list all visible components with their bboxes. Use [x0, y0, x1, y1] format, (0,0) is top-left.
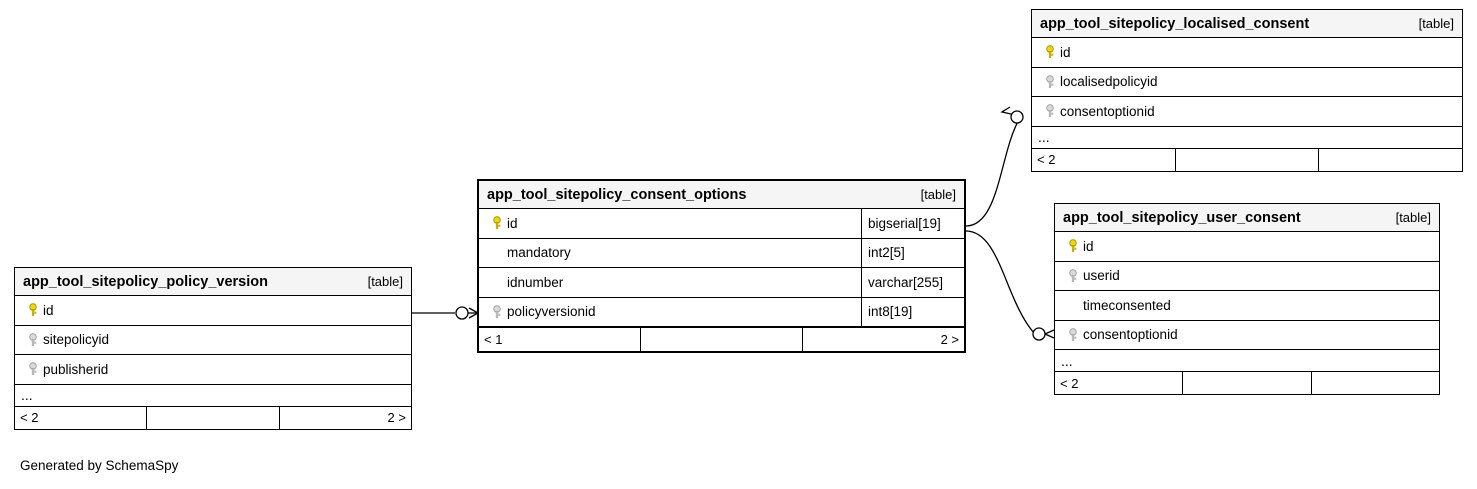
column-cell [15, 362, 411, 377]
column-name: consentoptionid [1060, 103, 1155, 119]
column-cell [1032, 45, 1462, 60]
table-app_tool_sitepolicy_consent_options[interactable] [477, 179, 966, 353]
primary-key-icon [1040, 45, 1060, 59]
column-name: idnumber [507, 274, 564, 290]
footer-children-count: 2 > [940, 332, 959, 347]
column-cell [1055, 327, 1439, 342]
table-row[interactable] [15, 296, 411, 326]
generated-by-label: Generated by SchemaSpy [20, 458, 179, 473]
column-name: mandatory [507, 245, 571, 261]
table-footer [1032, 149, 1462, 171]
column-cell [479, 275, 861, 290]
table-title: app_tool_sitepolicy_consent_options [487, 186, 747, 203]
column-name: consentoptionid [1083, 327, 1178, 343]
table-row[interactable] [1032, 97, 1462, 127]
column-type: int8[19] [861, 298, 964, 327]
table-footer [1055, 372, 1439, 394]
primary-key-icon [487, 216, 507, 230]
more-columns-indicator: ... [15, 385, 411, 407]
foreign-key-icon [487, 305, 507, 319]
column-name: timeconsented [1083, 297, 1171, 313]
column-type: varchar[255] [861, 268, 964, 297]
table-title: app_tool_sitepolicy_policy_version [23, 273, 268, 290]
footer-middle [146, 407, 279, 429]
footer-middle [1175, 149, 1320, 171]
column-cell [479, 304, 861, 319]
table-type-tag: [table] [1395, 210, 1431, 225]
table-type-tag: [table] [367, 274, 403, 289]
foreign-key-icon [1063, 269, 1083, 283]
column-type: bigserial[19] [861, 209, 964, 238]
footer-children-count [1312, 372, 1439, 394]
table-row[interactable] [1055, 232, 1439, 262]
footer-parents-count: < 1 [484, 332, 503, 347]
table-type-tag: [table] [920, 187, 956, 202]
table-title: app_tool_sitepolicy_localised_consent [1040, 15, 1310, 32]
column-name: id [1083, 238, 1094, 254]
footer-children-count: 2 > [387, 410, 406, 425]
table-row[interactable] [479, 298, 964, 328]
column-name: localisedpolicyid [1060, 74, 1158, 90]
table-header [1032, 10, 1462, 38]
column-cell [1032, 74, 1462, 89]
column-cell [15, 303, 411, 318]
column-cell [1055, 268, 1439, 283]
column-name: publisherid [43, 361, 109, 377]
table-row[interactable] [1055, 291, 1439, 321]
table-header [479, 181, 964, 209]
footer-children-count [1319, 149, 1462, 171]
table-row[interactable] [479, 268, 964, 298]
column-name: policyversionid [507, 304, 596, 320]
table-title: app_tool_sitepolicy_user_consent [1063, 209, 1301, 226]
footer-middle [640, 328, 803, 351]
table-row[interactable] [1055, 262, 1439, 292]
more-columns-indicator: ... [1055, 350, 1439, 372]
table-header [1055, 204, 1439, 232]
table-footer [479, 327, 964, 351]
table-footer [15, 407, 411, 429]
table-row[interactable] [479, 239, 964, 269]
table-row[interactable] [1032, 38, 1462, 68]
table-type-tag: [table] [1418, 16, 1454, 31]
foreign-key-icon [23, 362, 43, 376]
primary-key-icon [1063, 239, 1083, 253]
column-cell [1055, 298, 1439, 313]
column-cell [479, 216, 861, 231]
table-app_tool_sitepolicy_user_consent[interactable] [1054, 203, 1440, 395]
table-row[interactable] [1055, 321, 1439, 351]
foreign-key-icon [1063, 328, 1083, 342]
column-type: int2[5] [861, 239, 964, 268]
column-name: userid [1083, 268, 1120, 284]
column-cell [15, 332, 411, 347]
table-row[interactable] [479, 209, 964, 239]
footer-parents-count: < 2 [20, 410, 39, 425]
table-app_tool_sitepolicy_localised_consent[interactable] [1031, 9, 1463, 172]
table-header [15, 268, 411, 296]
column-cell [1055, 239, 1439, 254]
table-row[interactable] [15, 355, 411, 385]
column-cell [1032, 104, 1462, 119]
column-name: sitepolicyid [43, 332, 110, 348]
primary-key-icon [23, 303, 43, 317]
table-app_tool_sitepolicy_policy_version[interactable] [14, 267, 412, 430]
footer-parents-count: < 2 [1060, 375, 1079, 391]
footer-parents-count: < 2 [1037, 152, 1056, 167]
column-name: id [507, 215, 518, 231]
table-row[interactable] [1032, 68, 1462, 98]
table-row[interactable] [15, 326, 411, 356]
column-name: id [1060, 44, 1071, 60]
footer-middle [1182, 372, 1311, 394]
more-columns-indicator: ... [1032, 127, 1462, 149]
column-cell [479, 245, 861, 260]
foreign-key-icon [1040, 75, 1060, 89]
foreign-key-icon [23, 333, 43, 347]
foreign-key-icon [1040, 104, 1060, 118]
column-name: id [43, 302, 54, 318]
